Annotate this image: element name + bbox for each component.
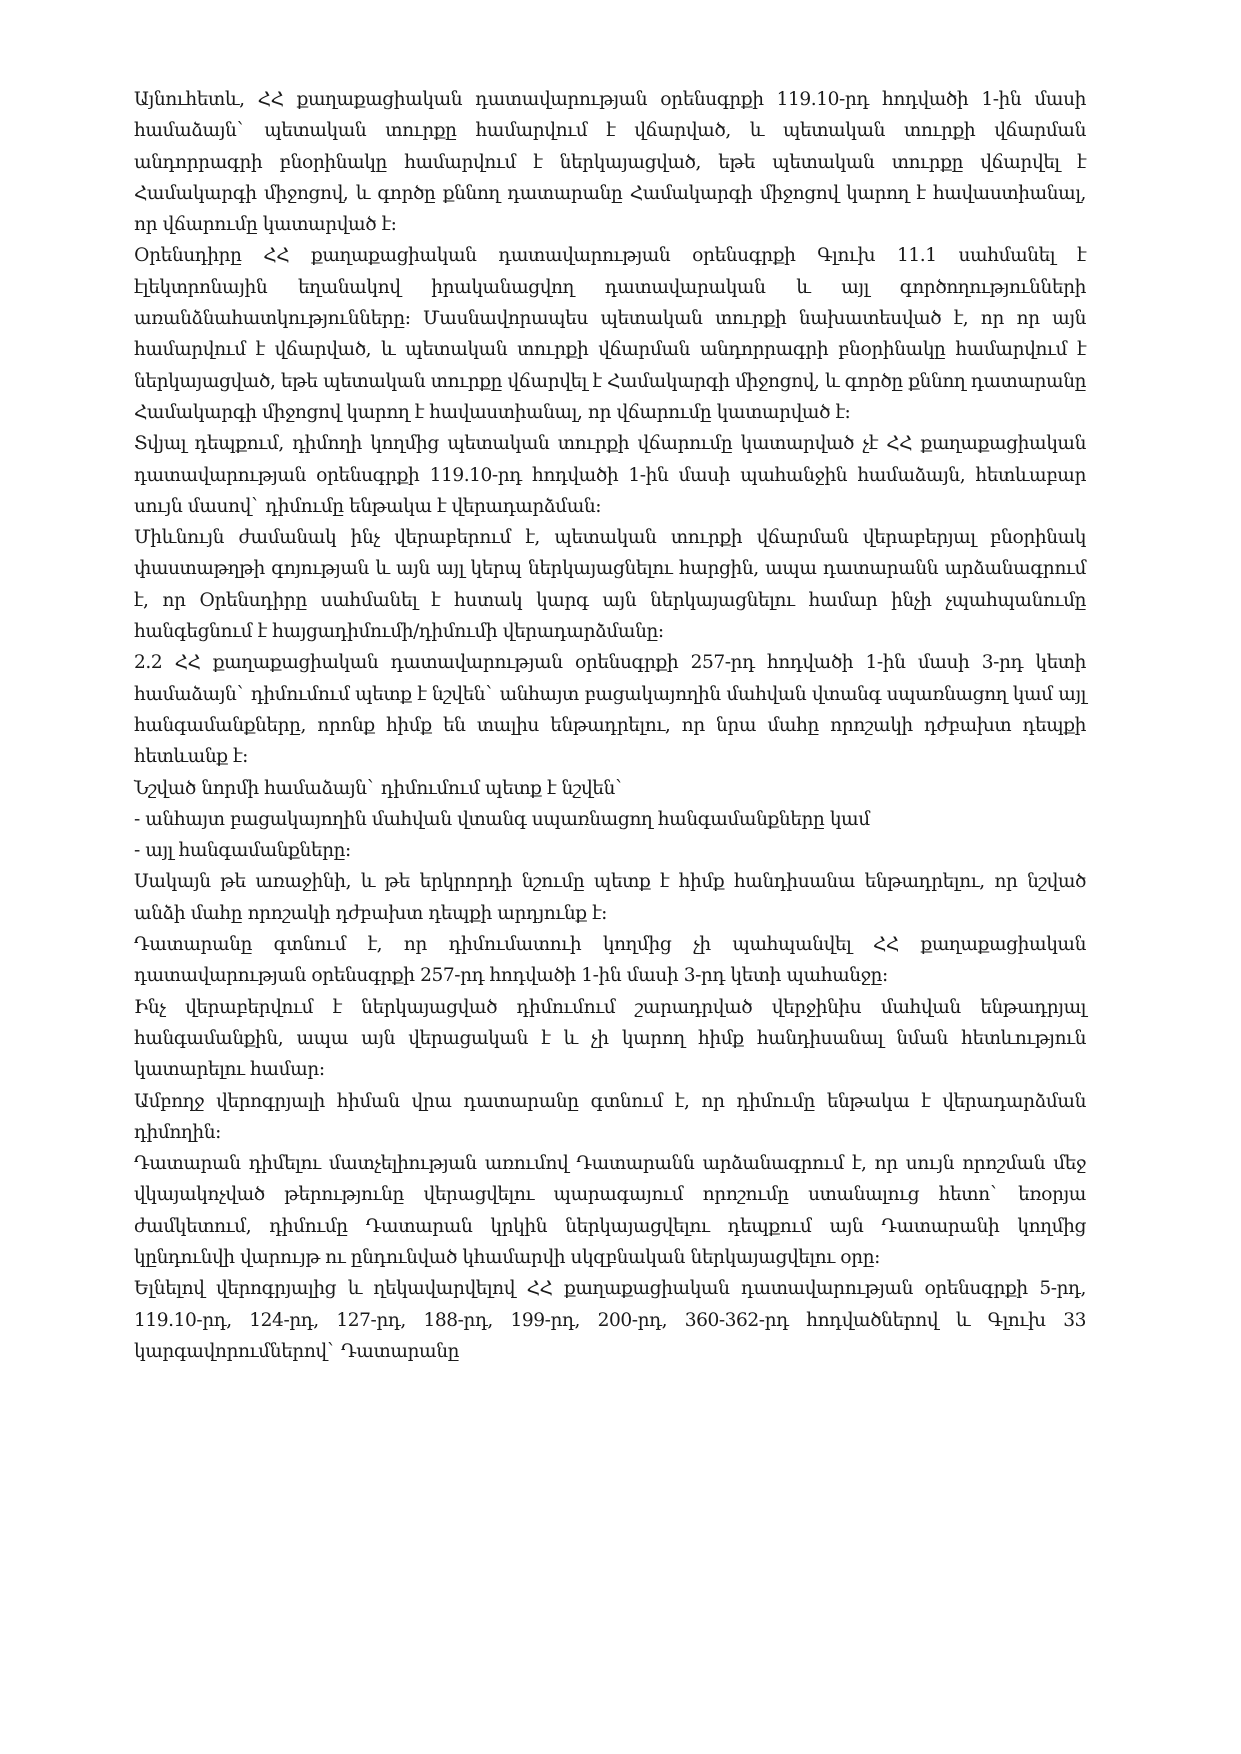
paragraph-court-finding: Դատարանը գտնում է, որ դիմումատուի կողմից չի պահպանվել ՀՀ քաղաքացիական դատավարության օրենսգրքի 257-րդ հոդվածի 1-ին մասի 3-րդ կետի պահանջը: <box>134 934 1086 987</box>
paragraph-operative-basis: Ելնելով վերոգրյալից և ղեկավարվելով ՀՀ քաղաքացիական դատավարության օրենսգրքի 5-րդ, 119.10-րդ, 124-րդ, 127-րդ, 188-րդ, 199-րդ, 200-րդ, 360-362-րդ հոդվածներով և Գլուխ 33 կարգավորումներով` Դատարանը <box>134 1278 1086 1362</box>
document-page <box>134 84 1086 1367</box>
paragraph-norm-intro: Նշված նորմի համաձայն` դիմումում պետք է նշվեն` <box>134 777 624 799</box>
paragraph-basis-assumption: Սակայն թե առաջինի, և թե երկրորդի նշումը պետք է հիմք հանդիսանա ենթադրելու, որ նշված անձի մահը որոշակի դժբախտ դեպքի արդյունք է: <box>134 871 1086 924</box>
paragraph-fee-not-paid: Տվյալ դեպքում, դիմողի կողմից պետական տուրքի վճարումը կատարված չէ ՀՀ քաղաքացիական դատավարության օրենսգրքի 119.10-րդ հոդվածի 1-ին մասի պահանջին համաձայն, հետևաբար սույն մասով` դիմումը ենթակա է վերադարձման: <box>134 433 1086 517</box>
paragraph-access-to-court: Դատարան դիմելու մատչելիության առումով Դատարանն արձանագրում է, որ սույն որոշման մեջ վկայակոչված թերությունը վերացվելու պարագայում որոշումը ստանալուց հետո` եռօրյա ժամկետում, դիմումը Դատարան կրկին ներկայացվելու դեպքում այն Դատարանի կողմից կընդունվի վարույթ ու ընդունված կհամարվի սկզբնական ներկայացվելու օրը: <box>134 1153 1086 1268</box>
paragraph-section-2-2: 2.2 ՀՀ քաղաքացիական դատավարության օրենսգրքի 257-րդ հոդվածի 1-ին մասի 3-րդ կետի համաձայն` դիմումում պետք է նշվեն` անհայտ բացակայողին մահվան վտանգ սպառնացող կամ այլ հանգամանքները, որոնք հիմք են տալիս ենթադրելու, որ նրա մահը որոշակի դժբախտ դեպքի հետևանք է: <box>134 652 1086 768</box>
paragraph-electronic-procedure: Օրենսդիրը ՀՀ քաղաքացիական դատավարության օրենսգրքի Գլուխ 11.1 սահմանել է էլեկտրոնային եղանակով իրականացվող դատավարական և այլ գործողությունների առանձնահատկությունները: Մասնավորապես պետական տուրքի նախատեսված է, որ որ այն համարվում է վճարված, և պետական տուրքի վճարման անդորրագրի բնօրինակը համարվում է ներկայացված, եթե պետական տուրքը վճարվել է Համակարգի միջոցով, և գործը քննող դատարանը Համակարգի միջոցով կարող է հավաստիանալ, որ վճարումը կատարված է: <box>134 245 1086 423</box>
paragraph-abstract-circumstance: Ինչ վերաբերվում է ներկայացված դիմումում շարադրված վերջինիս մահվան ենթադրյալ հանգամանքին, ապա այն վերացական է և չի կարող հիմք հանդիսանալ նման հետևություն կատարելու համար: <box>134 996 1086 1081</box>
paragraph-state-fee-payment-rule: Այնուհետև, ՀՀ քաղաքացիական դատավարության օրենսգրքի 119.10-րդ հոդվածի 1-ին մասի համաձայն` պետական տուրքը համարվում է վճարված, և պետական տուրքի վճարման անդորրագրի բնօրինակը համարվում է ներկայացված, եթե պետական տուրքը վճարվել է Համակարգի միջոցով, և գործը քննող դատարանը Համակարգի միջոցով կարող է հավաստիանալ, որ վճարումը կատարված է: <box>134 89 1086 236</box>
list-item-other-circumstances: - այլ հանգամանքները: <box>134 840 351 862</box>
paragraph-original-document: Միևնույն ժամանակ ինչ վերաբերում է, պետական տուրքի վճարման վերաբերյալ բնօրինակ փաստաթղթի գոյության և այն այլ կերպ ներկայացնելու հարցին, ապա դատարանն արձանագրում է, որ Օրենսդիրը սահմանել է հստակ կարգ այն ներկայացնելու համար ինչի չպահպանումը հանգեցնում է հայցադիմումի/դիմումի վերադարձմանը: <box>134 527 1086 643</box>
paragraph-return-conclusion: Ամբողջ վերոգրյալի հիման վրա դատարանը գտնում է, որ դիմումը ենթակա է վերադարձման դիմողին: <box>134 1090 1086 1143</box>
list-item-circumstances-threat: - անհայտ բացակայողին մահվան վտանգ սպառնացող հանգամանքները կամ <box>134 808 870 830</box>
